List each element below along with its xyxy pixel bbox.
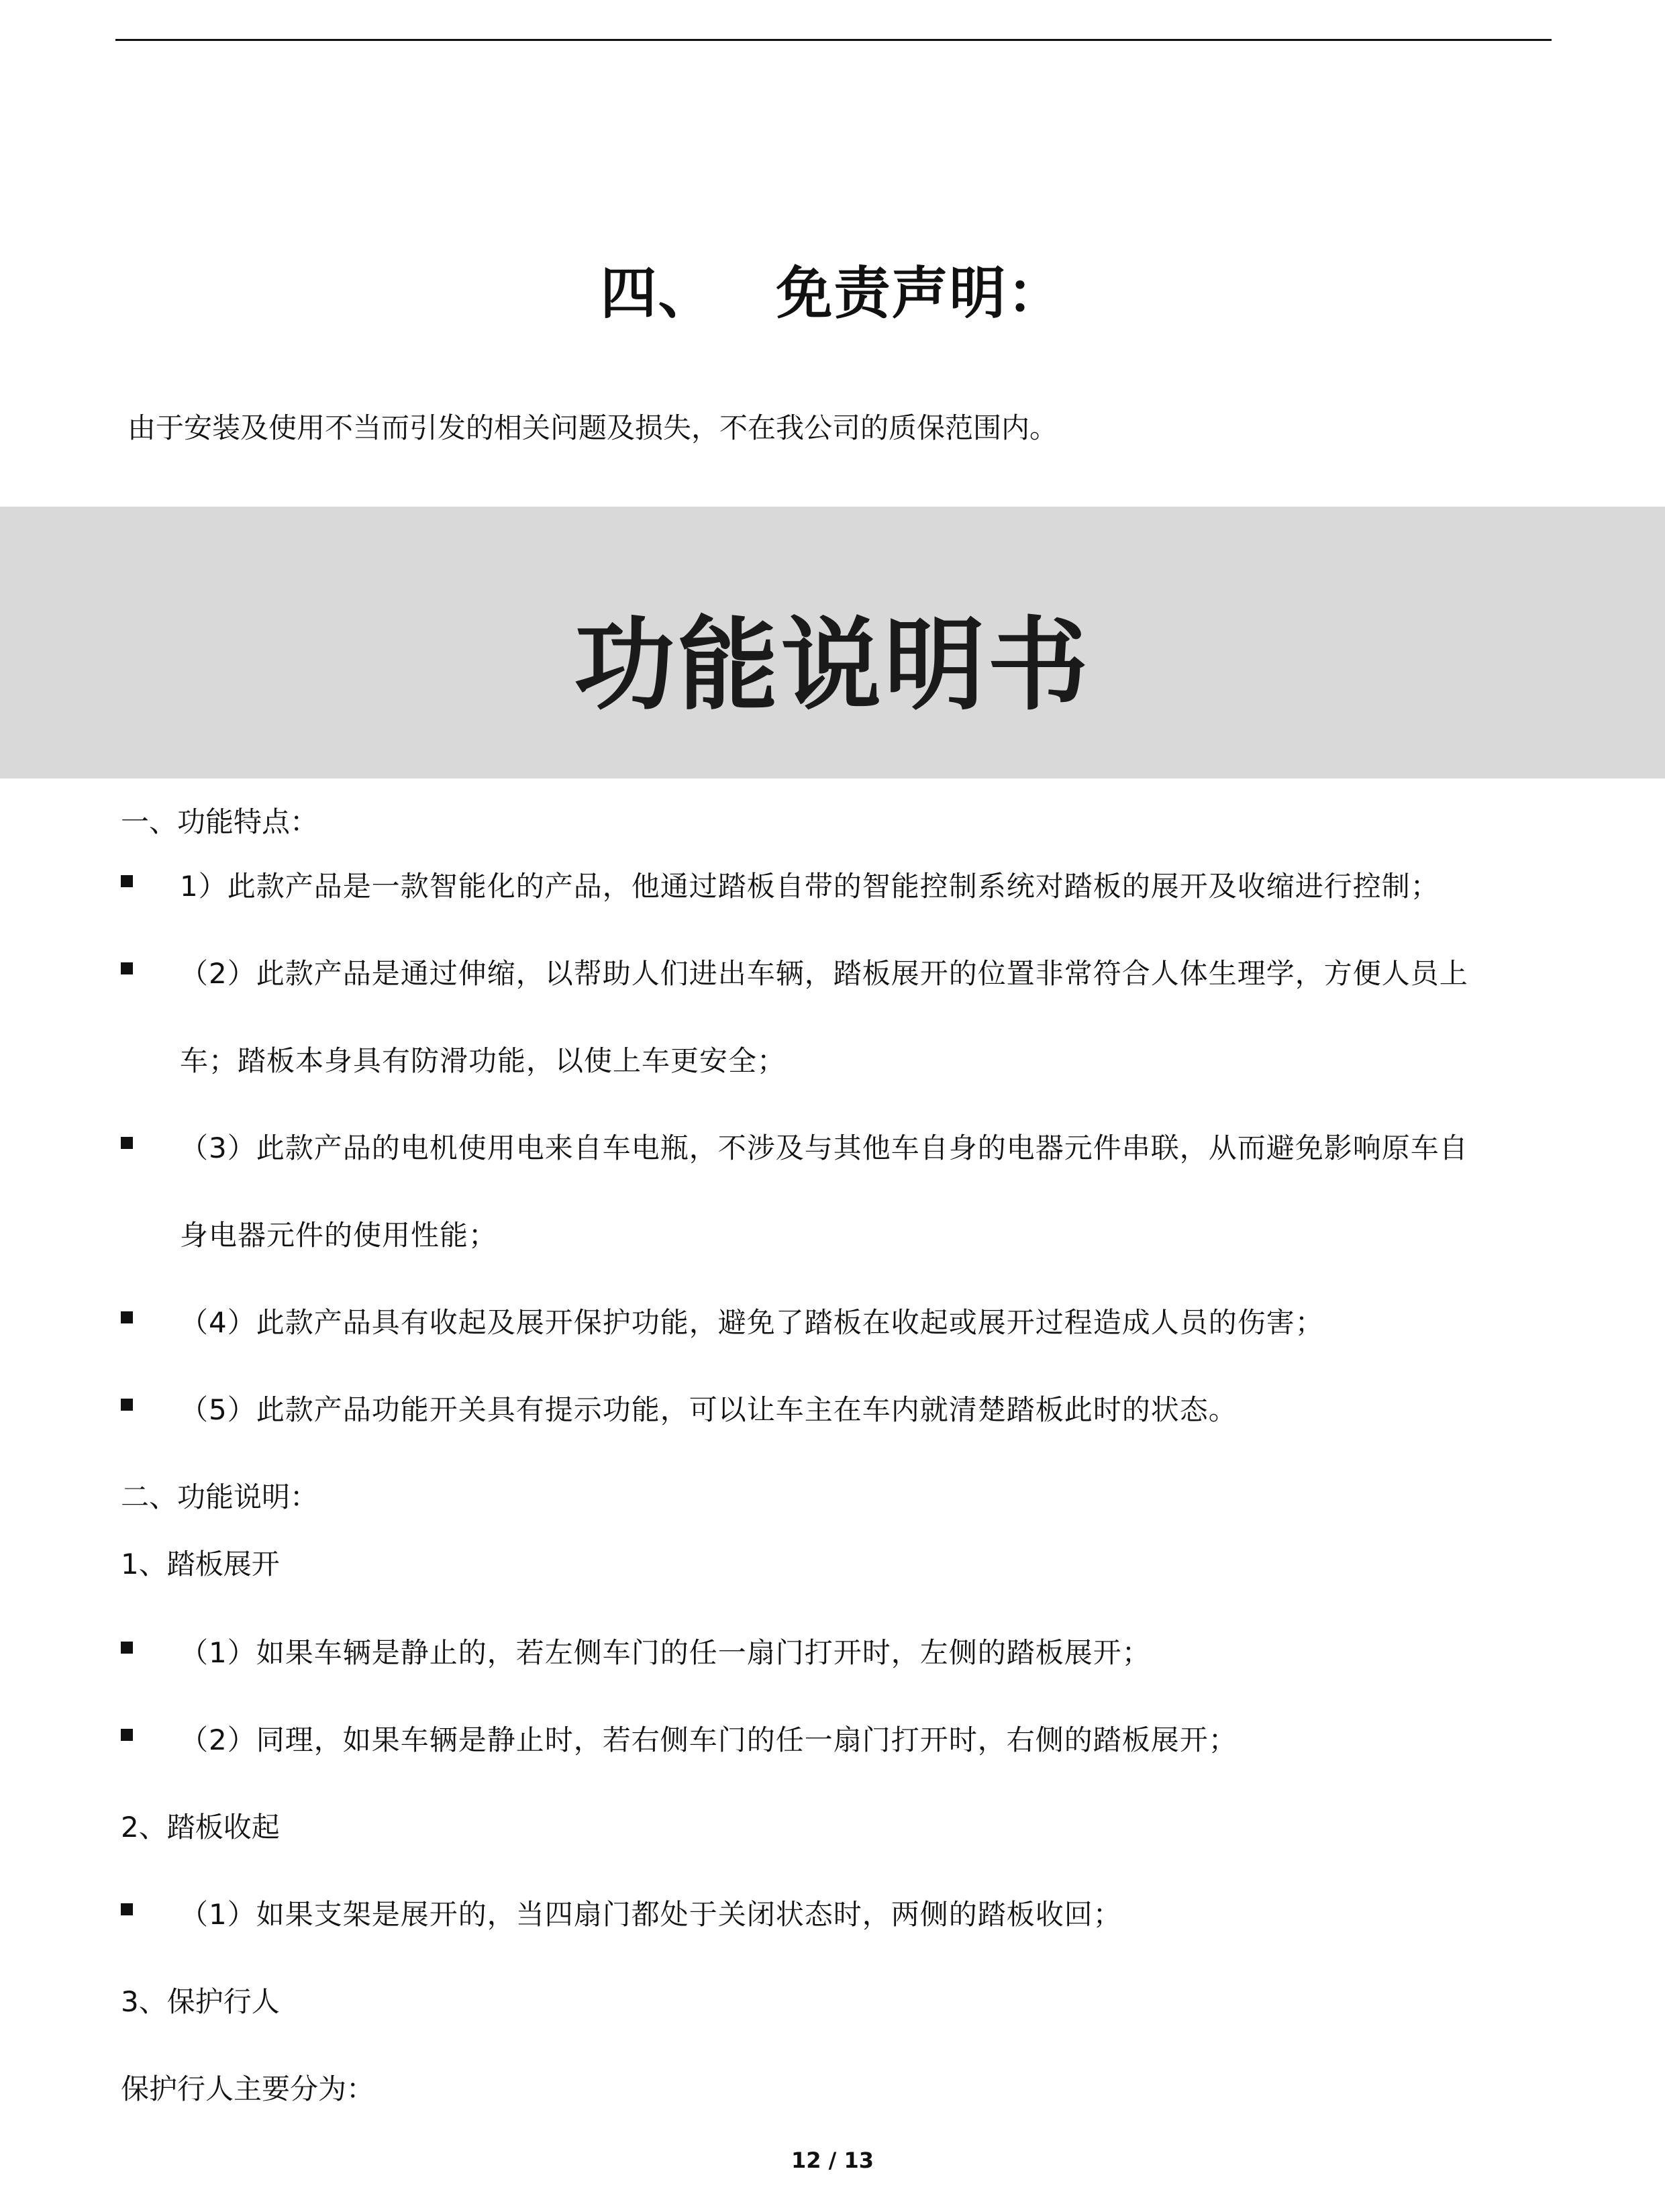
- protect-intro: 保护行人主要分为：: [121, 2072, 375, 2105]
- bullet-icon: [121, 1399, 133, 1411]
- bullet-icon: [121, 962, 133, 974]
- bullet-icon: [121, 1311, 133, 1323]
- bullet-icon: [121, 875, 133, 887]
- deploy-heading: 1、踏板展开: [121, 1548, 280, 1580]
- list-item-text: （2）此款产品是通过伸缩，以帮助人们进出车辆，踏板展开的位置非常符合人体生理学，方便人员上: [180, 957, 1468, 990]
- bullet-icon: [121, 1137, 133, 1149]
- list-item-continuation: 身电器元件的使用性能；: [180, 1219, 498, 1252]
- section-number: 四、: [600, 260, 716, 326]
- bullet-icon: [121, 1642, 133, 1654]
- list-item-continuation: 车；踏板本身具有防滑功能，以使上车更安全；: [180, 1044, 787, 1077]
- page-number: 12 / 13: [791, 2148, 874, 2173]
- list-item-text: （1）如果支架是展开的，当四扇门都处于关闭状态时，两侧的踏板收回；: [180, 1898, 1122, 1931]
- banner-title: 功能说明书: [574, 607, 1091, 724]
- list-item-text: （2）同理，如果车辆是静止时，若右侧车门的任一扇门打开时，右侧的踏板展开；: [180, 1723, 1238, 1756]
- list-item-text: （5）此款产品功能开关具有提示功能，可以让车主在车内就清楚踏板此时的状态。: [180, 1393, 1238, 1426]
- list-item-text: 1）此款产品是一款智能化的产品，他通过踏板自带的智能控制系统对踏板的展开及收缩进行控制；: [180, 870, 1440, 903]
- features-heading: 一、功能特点：: [121, 805, 319, 838]
- header-rule: [115, 39, 1552, 41]
- section-heading: 免责声明：: [776, 260, 1065, 326]
- protect-heading: 3、保护行人: [121, 1985, 280, 2018]
- list-item-text: （4）此款产品具有收起及展开保护功能，避免了踏板在收起或展开过程造成人员的伤害；: [180, 1306, 1324, 1339]
- bullet-icon: [121, 1729, 133, 1741]
- list-item-text: （3）此款产品的电机使用电来自车电瓶，不涉及与其他车自身的电器元件串联，从而避免影响原车自: [180, 1132, 1468, 1164]
- list-item-text: （1）如果车辆是静止的，若左侧车门的任一扇门打开时，左侧的踏板展开；: [180, 1636, 1151, 1669]
- bullet-icon: [121, 1903, 133, 1915]
- disclaimer-text: 由于安装及使用不当而引发的相关问题及损失，不在我公司的质保范围内。: [128, 411, 1058, 444]
- section-title: [0, 248, 1665, 330]
- retract-heading: 2、踏板收起: [121, 1811, 280, 1844]
- description-heading: 二、功能说明：: [121, 1480, 319, 1513]
